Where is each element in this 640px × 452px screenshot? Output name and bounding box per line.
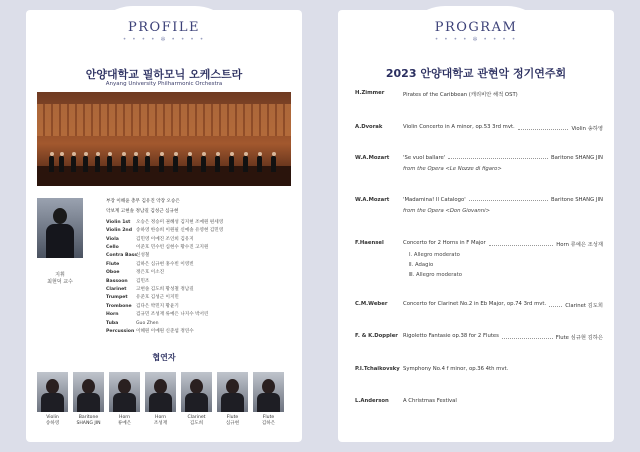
section-name: Violin 1st bbox=[106, 219, 131, 225]
work-title: 'Se vuol ballare' bbox=[403, 155, 446, 161]
soloist-instrument: Flute bbox=[226, 415, 239, 420]
profile-tab-ornament: • • • • ✻ • • • • bbox=[122, 36, 206, 43]
composer: W.A.Mozart bbox=[355, 197, 390, 203]
leaders-line: 악보계 고현솔 정남길 김성근 심규현 bbox=[106, 209, 179, 215]
section-row bbox=[106, 320, 296, 328]
composer: W.A.Mozart bbox=[355, 155, 390, 161]
soloist-instrument: Violin bbox=[46, 415, 59, 420]
section-row bbox=[106, 294, 296, 302]
section-name: Clarinet bbox=[106, 287, 127, 293]
movement: Ⅱ. Adagio bbox=[409, 262, 434, 268]
soloist-card bbox=[109, 372, 140, 427]
performer: Clarinet 김도희 bbox=[565, 303, 603, 309]
leaders-line: 부장 이해윤 총무 김유진 악장 오승은 bbox=[106, 199, 180, 204]
soloist-name: 조성재 bbox=[153, 421, 168, 426]
movement: Ⅰ. Allegro moderato bbox=[409, 252, 460, 258]
soloist-name: 류예은 bbox=[117, 421, 132, 426]
section-players: 김다은 박민지 황윤기 bbox=[136, 303, 179, 309]
section-row bbox=[106, 269, 296, 277]
work-title: Symphony No.4 f minor, op.36 4th mvt. bbox=[403, 366, 509, 372]
composer: F. & K.Doppler bbox=[355, 333, 398, 339]
leader-dots bbox=[448, 155, 548, 159]
soloist-name: 심규현 bbox=[225, 421, 240, 426]
profile-page bbox=[26, 10, 302, 442]
soloist-name: 김도희 bbox=[189, 421, 204, 426]
soloist-name: SHANG JIN bbox=[76, 421, 101, 426]
orchestra-subtitle: Anyang University Philharmonic Orchestra bbox=[105, 81, 223, 87]
section-players: 이준호 민수빈 심현수 황수진 고지원 bbox=[136, 245, 209, 251]
soloist-photo bbox=[37, 372, 68, 412]
soloist-photo bbox=[109, 372, 140, 412]
composer: H.Zimmer bbox=[355, 90, 385, 96]
section-row bbox=[106, 311, 296, 319]
soloist-instrument: Baritone bbox=[78, 415, 99, 420]
soloist-photo bbox=[181, 372, 212, 412]
program-tab-title: PROGRAM bbox=[434, 20, 518, 35]
soloist-card bbox=[145, 372, 176, 427]
performer: Horn 류예은 조성재 bbox=[556, 242, 603, 248]
section-name: Percussion bbox=[106, 329, 135, 335]
section-name: Violin 2nd bbox=[106, 228, 132, 234]
leader-dots bbox=[489, 240, 554, 246]
orchestra-photo bbox=[37, 92, 291, 186]
section-row bbox=[106, 261, 296, 269]
soloist-photo bbox=[145, 372, 176, 412]
profile-tab-title: PROFILE bbox=[128, 20, 200, 35]
section-row bbox=[106, 227, 296, 235]
section-row bbox=[106, 286, 296, 294]
section-players: 신성철 bbox=[136, 253, 150, 259]
composer: F.Haensel bbox=[355, 240, 384, 246]
section-players: Guo Zhen bbox=[136, 320, 159, 326]
movement: Ⅲ. Allegro moderato bbox=[409, 272, 462, 278]
section-name: Trumpet bbox=[106, 295, 128, 301]
conductor-caption bbox=[37, 272, 83, 286]
conductor-role: 지휘 bbox=[55, 272, 65, 278]
program-tab bbox=[401, 6, 551, 50]
program-tab-ornament: • • • • ✻ • • • • bbox=[434, 36, 518, 43]
section-name: Horn bbox=[106, 312, 119, 318]
conductor-name: 최현덕 교수 bbox=[47, 279, 73, 285]
program-page bbox=[338, 10, 614, 442]
section-players: 고현솔 김도희 황성철 정남길 bbox=[136, 287, 194, 293]
leader-dots bbox=[469, 197, 548, 201]
profile-tab bbox=[89, 6, 239, 50]
orchestra-title: 안양대학교 필하모닉 오케스트라 bbox=[85, 68, 243, 81]
work-source: from the Opera <Don Giovanni> bbox=[403, 208, 491, 214]
section-players: 김민조 bbox=[136, 278, 150, 284]
performer: Violin 송하영 bbox=[571, 126, 603, 132]
performer: Baritone SHANG JIN bbox=[551, 155, 603, 161]
section-name: Viola bbox=[106, 236, 119, 242]
soloist-photo bbox=[253, 372, 284, 412]
soloist-instrument: Flute bbox=[262, 415, 275, 420]
section-name: Flute bbox=[106, 261, 120, 267]
work-title: Concerto for Clarinet No.2 in Eb Major, op.74 3rd mvt. bbox=[403, 301, 547, 307]
program-title: 2023 안양대학교 관현악 정기연주회 bbox=[385, 67, 567, 80]
soloist-card bbox=[181, 372, 212, 427]
soloist-name: 김하은 bbox=[261, 421, 276, 426]
work-title: Violin Concerto in A minor, op.53 3rd mvt. bbox=[403, 124, 515, 130]
section-players: 오승은 정승미 권혜성 김지현 조예원 편세영 bbox=[136, 219, 224, 225]
section-players: 이혜원 이예원 신준섭 정연수 bbox=[136, 329, 194, 335]
section-players: 정은호 이소진 bbox=[136, 270, 165, 276]
leader-dots bbox=[518, 124, 569, 130]
member-roster bbox=[106, 198, 296, 337]
section-name: Trombone bbox=[106, 303, 132, 309]
soloist-photo bbox=[217, 372, 248, 412]
composer: A.Dvorak bbox=[355, 124, 383, 130]
work-title: Rigoletto Fantasie op.38 for 2 Flutes bbox=[403, 333, 499, 339]
soloist-card bbox=[73, 372, 104, 427]
section-row bbox=[106, 278, 296, 286]
composer: C.M.Weber bbox=[355, 301, 388, 307]
work-source: from the Opera <Le Nozze di figaro> bbox=[403, 166, 502, 172]
soloist-card bbox=[37, 372, 68, 427]
section-players: 김하은 심규현 홍수빈 이영빈 bbox=[136, 261, 194, 267]
section-players: 검규민 조성재 류예은 나지수 박서린 bbox=[136, 312, 209, 318]
section-name: Oboe bbox=[106, 270, 120, 276]
performer: Flute 심규현 김하은 bbox=[555, 335, 603, 341]
performer: Baritone SHANG JIN bbox=[551, 197, 603, 203]
work-title: Concerto for 2 Horns in F Major bbox=[403, 240, 486, 246]
soloist-card bbox=[217, 372, 248, 427]
soloist-photo bbox=[73, 372, 104, 412]
soloist-instrument: Clarinet bbox=[187, 415, 206, 420]
section-row bbox=[106, 244, 296, 252]
section-players: 송하영 한승희 이원필 신예솔 유영현 김민영 bbox=[136, 228, 224, 234]
leader-dots bbox=[549, 301, 562, 307]
section-row bbox=[106, 328, 296, 336]
work-title: 'Madamina! Il Catalogo' bbox=[403, 197, 466, 203]
soloists-title: 협연자 bbox=[152, 353, 176, 362]
composer: P.I.Tchaikovsky bbox=[355, 366, 400, 372]
section-players: 김민영 이예진 조인희 김유지 bbox=[136, 236, 194, 242]
soloist-instrument: Horn bbox=[119, 415, 130, 420]
soloist-card bbox=[253, 372, 284, 427]
composer: L.Anderson bbox=[355, 398, 389, 404]
section-row bbox=[106, 236, 296, 244]
section-name: Cello bbox=[106, 245, 119, 251]
section-name: Bassoon bbox=[106, 278, 128, 284]
section-name: Tuba bbox=[106, 320, 119, 326]
section-row bbox=[106, 219, 296, 227]
section-players: 유준호 김성근 이지민 bbox=[136, 295, 179, 301]
soloist-instrument: Horn bbox=[155, 415, 166, 420]
section-name: Contra Bass bbox=[106, 253, 138, 259]
section-row bbox=[106, 303, 296, 311]
soloist-name: 송하영 bbox=[45, 421, 60, 426]
section-row bbox=[106, 252, 296, 260]
work-title: A Christmas Festival bbox=[403, 398, 457, 404]
leader-dots bbox=[502, 333, 553, 339]
conductor-photo bbox=[37, 198, 83, 258]
work-title: Pirates of the Caribbean (캐리비안 해적 OST) bbox=[403, 92, 518, 98]
